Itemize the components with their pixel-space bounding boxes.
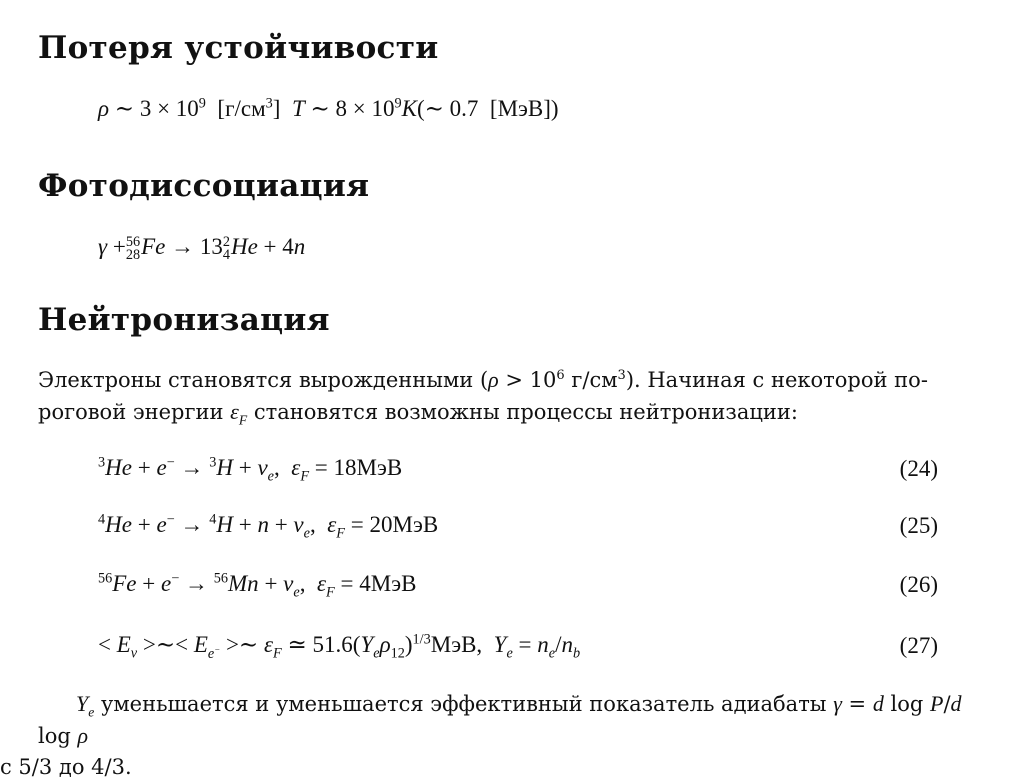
closing-paragraph: $Y_e$ уменьшается и уменьшается эффективный показатель адиабаты γ = d log P/d log ρ с 5/3 до 4/3. [38, 688, 988, 783]
neutronization-intro: Электроны становятся вырожденными ($\rho > 10^6$ $г/см^3$). Начиная с некоторой по- роговой энергии $\varepsilon_F$ становятся возможны процессы нейтронизации: [38, 367, 928, 428]
formula-photodissociation: γ + 56 28 Fe → 13 2 4 He + 4n [98, 233, 306, 263]
equation-26: $^{56}Fe + e^- \to ^{56}Mn + \nu_e$, $\varepsilon_F = 4МэВ$ [98, 570, 417, 601]
equation-number-24: (24) [899, 456, 938, 481]
density-unit: [г/см [217, 96, 266, 121]
intro-text-line2a: роговой энергии [38, 400, 231, 424]
equation-24: $^3He + e^- \to ^3H + \nu_e$, $\varepsilon_F = 18МэВ$ [98, 454, 403, 485]
equation-25: $^4He + e^- \to ^4H + n + \nu_e$, $\varepsilon_F = 20МэВ$ [98, 511, 439, 542]
eq25-energy: 20МэВ [369, 512, 439, 537]
equation-number-26: (26) [899, 572, 938, 597]
intro-text-part1: Электроны становятся вырожденными ( [38, 368, 489, 392]
intro-text-part2: г/см [564, 368, 618, 392]
equation-number-25: (25) [899, 513, 938, 538]
eq26-energy: 4МэВ [359, 571, 417, 596]
eq24-energy: 18МэВ [333, 455, 403, 480]
closing-text-line2: с 5/3 до 4/3. [0, 755, 132, 779]
equation-27: < $E_\nu$ >∼< $E_{e^-}$ >∼ $\varepsilon_F$ ≃ $51.6(Y_e\rho_{12})^{1/3}МэВ$, $Y_e = n_e/n_b$ [98, 631, 581, 662]
energy-unit: [МэВ]) [489, 96, 559, 121]
intro-text-part3: ). Начиная с некоторой по- [625, 368, 928, 392]
formula-instability-conditions: ρ ∼ $3 \times 10^9$ $[г/см^3]$ T ∼ $8 \times 10^9K(\sim$ 0.7 [МэВ]) [98, 95, 559, 121]
heading-instability: Потеря устойчивости [38, 30, 439, 66]
eq27-unit: МэВ [430, 632, 477, 657]
equation-number-27: (27) [899, 633, 938, 658]
closing-text-line1: уменьшается и уменьшается эффективный показатель адиабаты [94, 692, 834, 716]
intro-text-line2b: становятся возможны процессы нейтронизации: [247, 400, 798, 424]
heading-neutronization: Нейтронизация [38, 302, 330, 338]
heading-photodissociation: Фотодиссоциация [38, 168, 370, 204]
